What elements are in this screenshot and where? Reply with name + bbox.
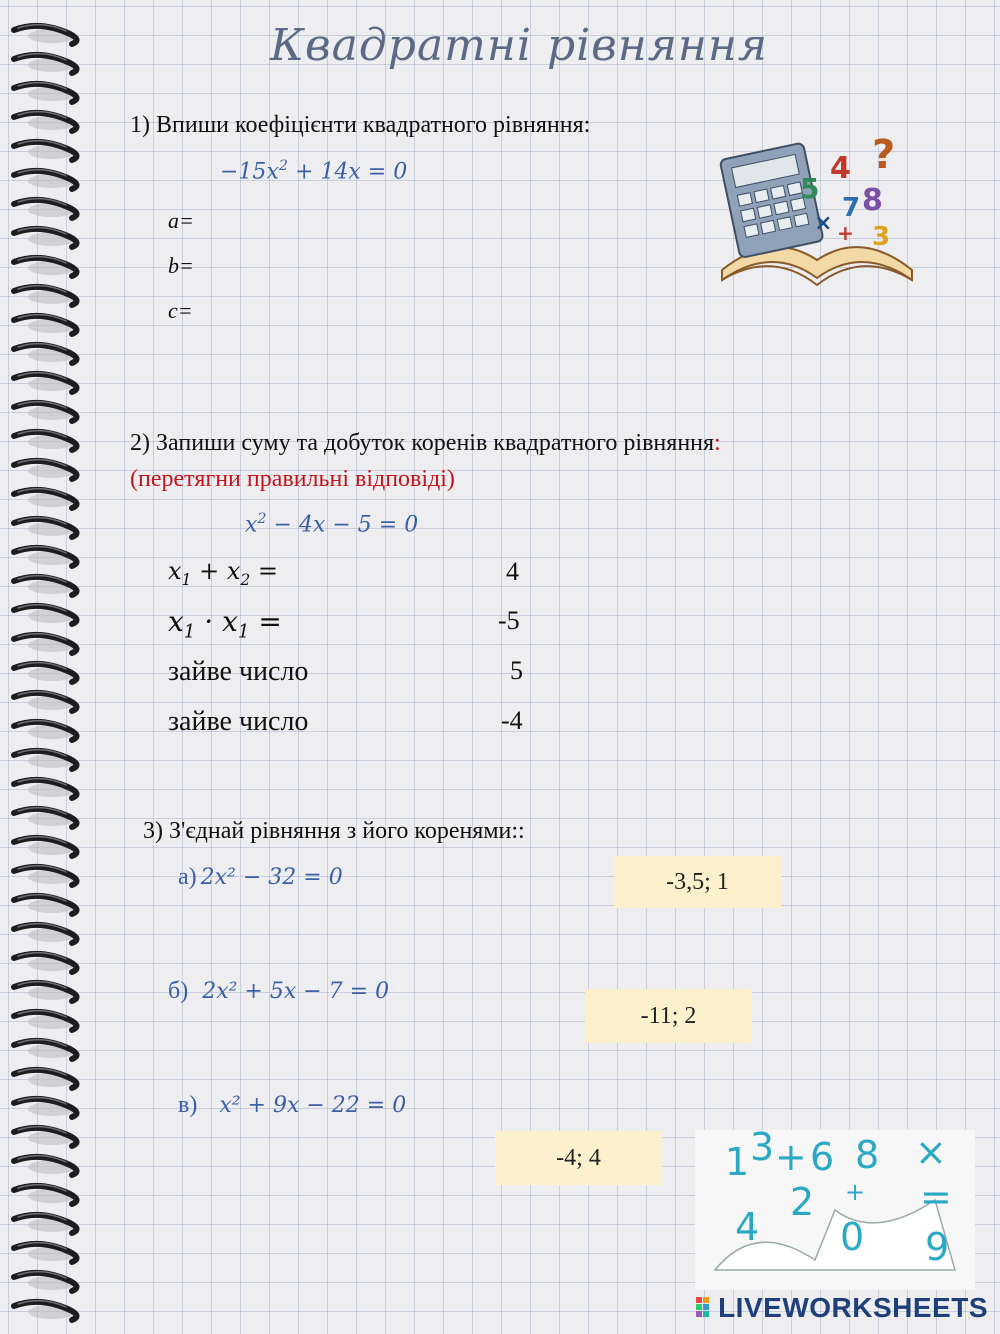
svg-text:4: 4 xyxy=(735,1205,760,1249)
draggable-answer[interactable]: 5 xyxy=(510,656,523,685)
svg-text:1: 1 xyxy=(725,1140,750,1184)
liveworksheets-logo xyxy=(696,1292,988,1324)
equation-a-text: 2x² − 32 = 0 xyxy=(200,865,343,890)
draggable-answer[interactable]: -5 xyxy=(498,606,520,635)
svg-text:8: 8 xyxy=(855,1133,880,1177)
svg-text:6: 6 xyxy=(810,1135,835,1179)
equation-c-text: x² + 9x − 22 = 0 xyxy=(219,1093,407,1118)
svg-text:+: + xyxy=(845,1178,866,1206)
equation-b-text: 2x² + 5x − 7 = 0 xyxy=(202,979,390,1004)
page-title: Квадратні рівняння xyxy=(270,20,769,71)
eq2-rest: − 4x − 5 = 0 xyxy=(266,512,419,538)
equation-a-prefix: а) xyxy=(178,864,197,890)
svg-text:0: 0 xyxy=(840,1215,865,1259)
svg-text:9: 9 xyxy=(925,1225,950,1269)
equation-b xyxy=(168,978,389,1005)
section1-prompt: 1) Впиши коефіцієнти квадратного рівняння: xyxy=(130,112,591,138)
svg-text:2: 2 xyxy=(790,1180,815,1224)
section2-note: (перетягни правильні відповіді) xyxy=(130,466,455,492)
coef-a-input[interactable] xyxy=(210,205,330,237)
coef-c-label: c= xyxy=(168,298,193,323)
section1-equation: $-15x^2 + 14x = 0$ xyxy=(220,158,408,185)
calculator-book-illustration xyxy=(712,120,922,305)
svg-text:×: × xyxy=(814,211,833,236)
equation-c-prefix: в) xyxy=(178,1092,198,1118)
extra-number-label: зайве число xyxy=(168,706,309,737)
equation-a xyxy=(178,864,343,891)
svg-text:+: + xyxy=(837,221,854,245)
svg-text:+: + xyxy=(775,1135,807,1179)
section2-prompt xyxy=(130,430,721,457)
coef-b-input[interactable] xyxy=(210,250,330,282)
draggable-answer[interactable]: 4 xyxy=(506,557,519,586)
product-of-roots-label: $x_1 \cdot x_1$ = xyxy=(168,605,282,643)
eq-term-b: + 14 xyxy=(294,159,349,185)
svg-text:3: 3 xyxy=(750,1130,775,1169)
coef-a-label: a= xyxy=(168,208,194,233)
answer-box-3[interactable]: -4; 4 xyxy=(495,1131,662,1185)
draggable-answer[interactable]: -4 xyxy=(501,706,523,735)
coef-b-label: b= xyxy=(168,253,194,278)
svg-text:7: 7 xyxy=(842,193,861,223)
section2-prompt-text: 2) Запиши суму та добуток коренів квадратного рівняння xyxy=(130,430,715,456)
svg-text:×: × xyxy=(915,1130,947,1174)
sum-of-roots-label: $x_1 + x_2$ = xyxy=(168,557,279,589)
svg-text:8: 8 xyxy=(862,183,883,218)
section2-equation: $x^2 - 4x - 5 = 0$ xyxy=(245,511,419,538)
answer-box-1[interactable]: -3,5; 1 xyxy=(614,856,781,908)
eq-term-a: −15 xyxy=(220,159,267,185)
watermark-text: LIVEWORKSHEETS xyxy=(718,1292,988,1323)
answer-box-2[interactable]: -11; 2 xyxy=(585,989,752,1043)
svg-text:?: ? xyxy=(872,132,896,178)
eq-term-rest: x = 0 xyxy=(348,159,408,185)
section2-prompt-colon: : xyxy=(714,430,721,456)
svg-text:=: = xyxy=(920,1175,952,1219)
extra-number-label: зайве число xyxy=(168,656,309,687)
liveworksheets-icon xyxy=(696,1297,718,1323)
svg-text:5: 5 xyxy=(800,172,820,205)
spiral-binding xyxy=(0,0,92,1334)
numbers-illustration xyxy=(695,1130,975,1290)
svg-text:3: 3 xyxy=(872,222,891,252)
coef-c-input[interactable] xyxy=(210,295,330,327)
svg-text:4: 4 xyxy=(830,151,851,186)
eq2-lead: x xyxy=(245,512,258,538)
equation-b-prefix: б) xyxy=(168,978,189,1004)
equation-c xyxy=(178,1092,406,1119)
section3-prompt: 3) З'єднай рівняння з його коренями:: xyxy=(143,818,525,844)
